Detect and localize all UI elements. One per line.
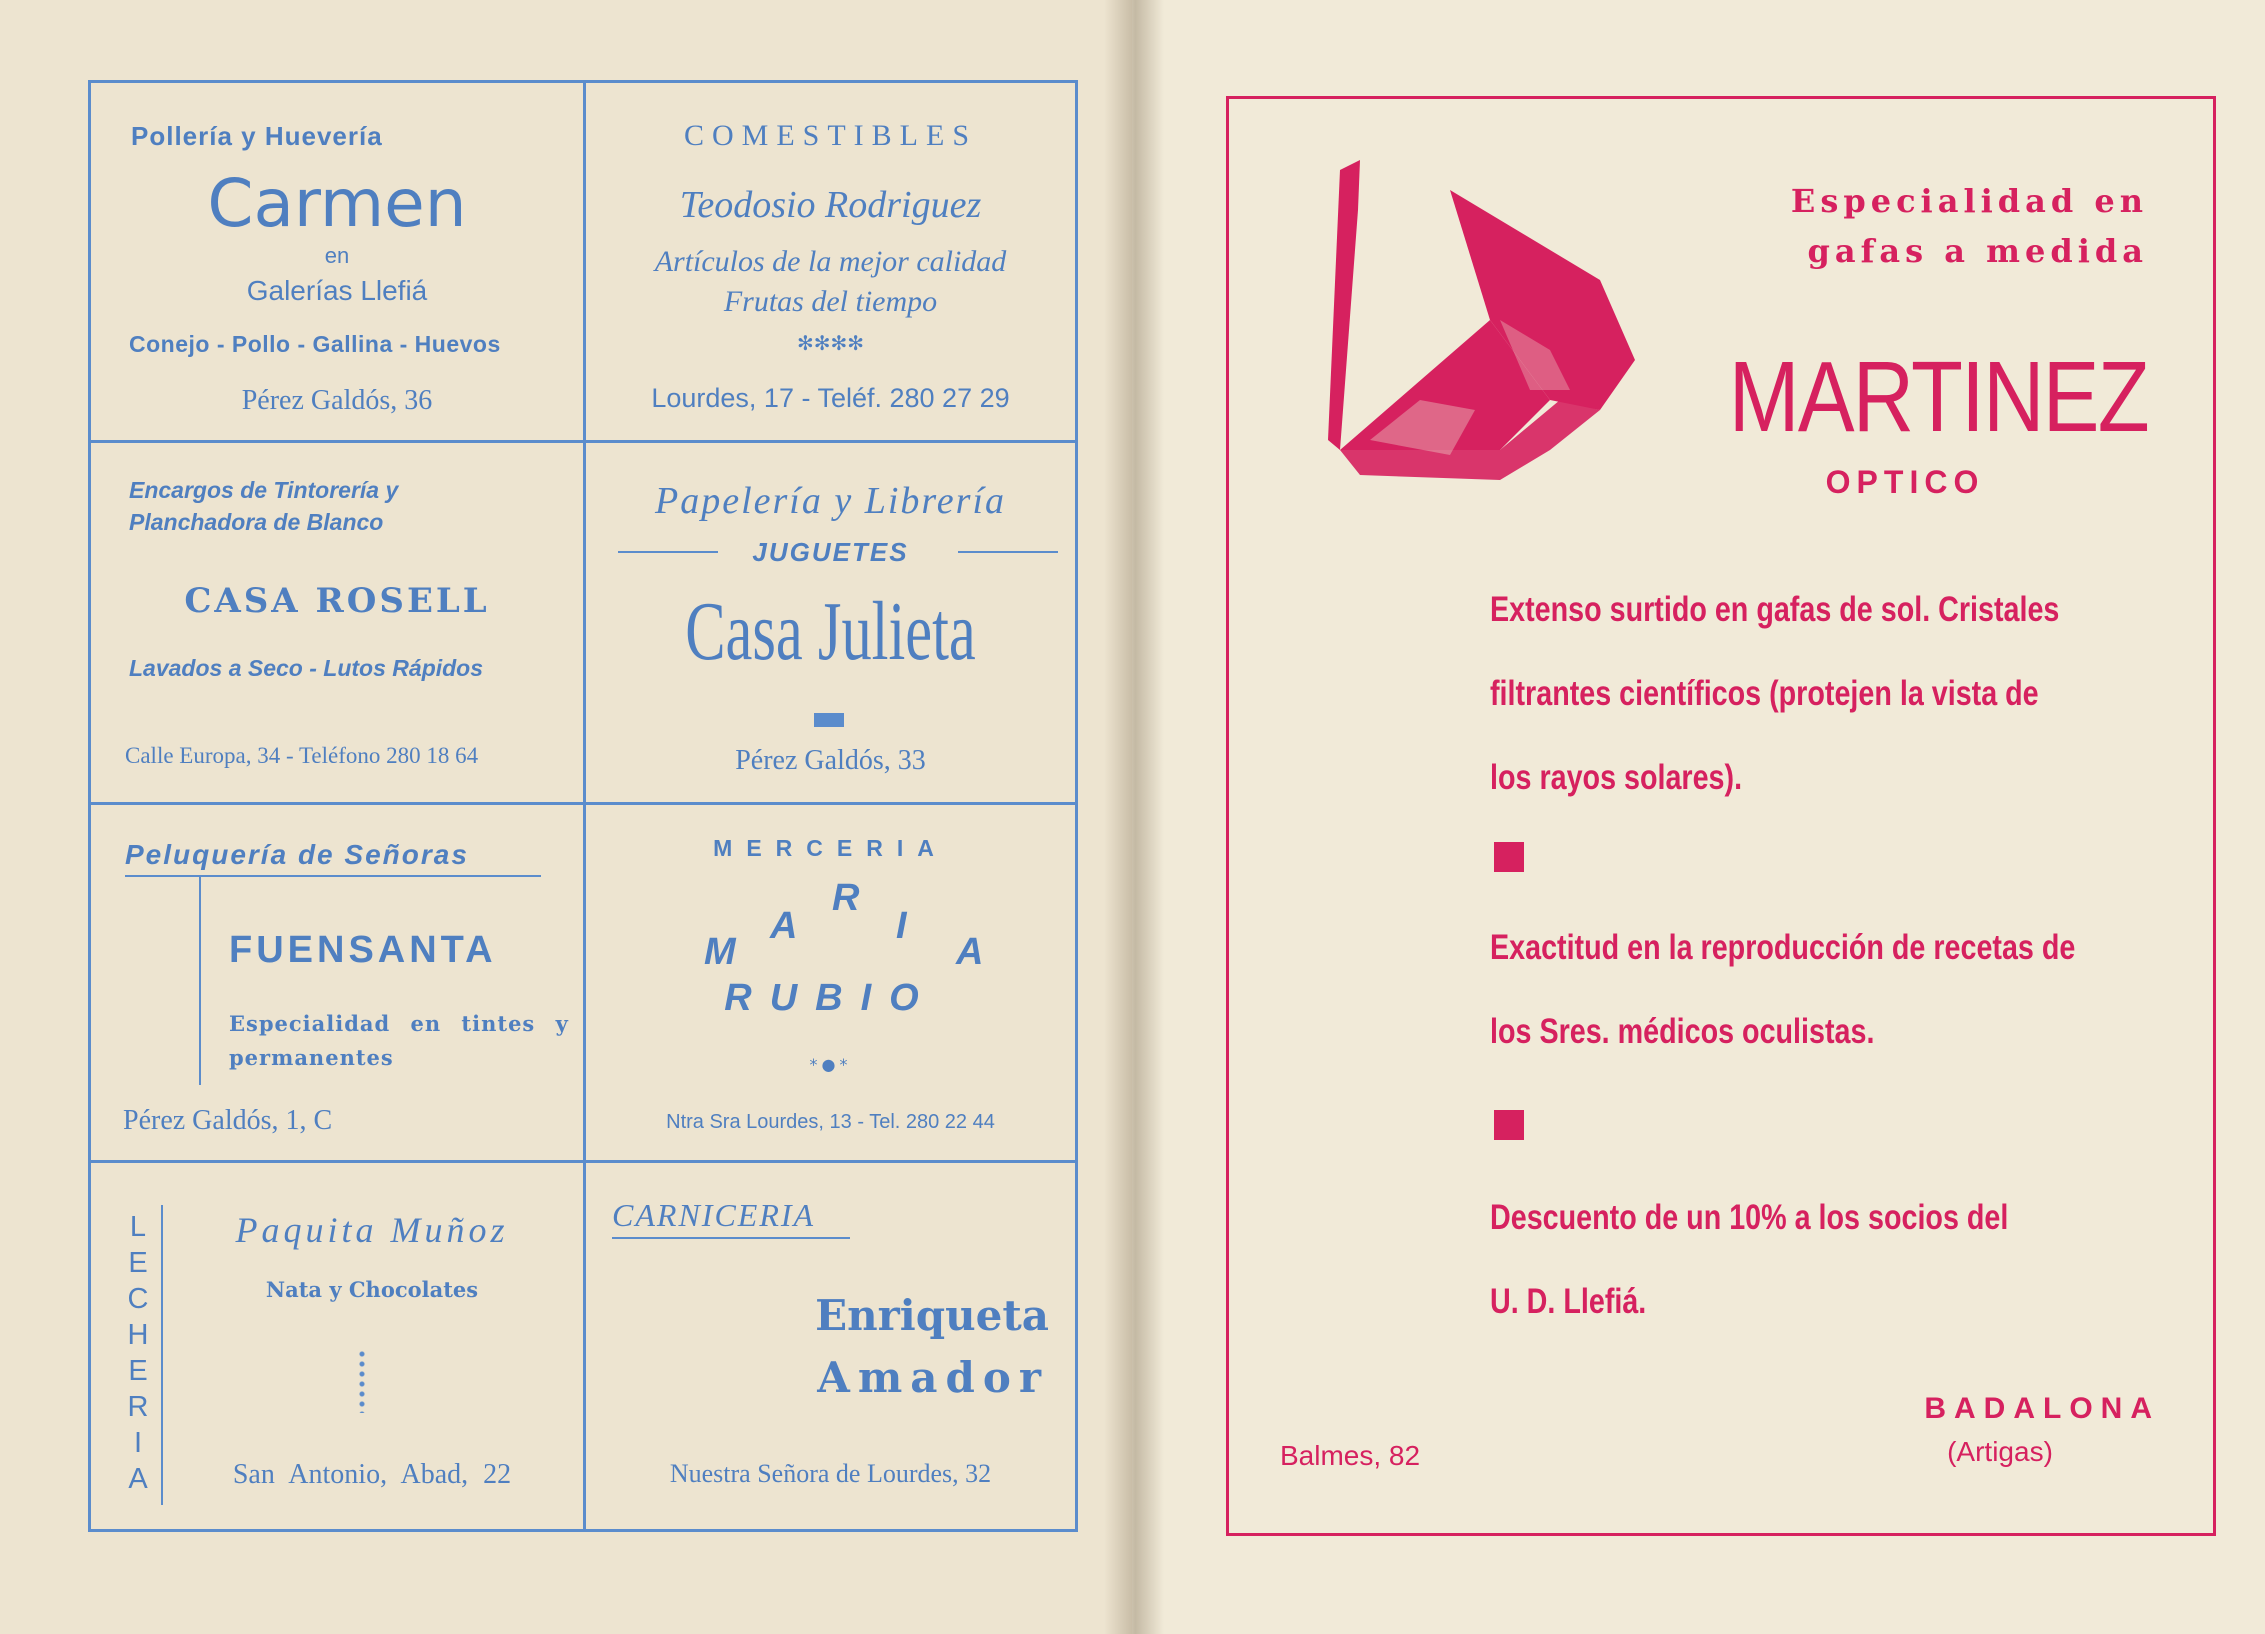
lecheria-letter: R <box>127 1391 149 1423</box>
julieta-address: Pérez Galdós, 33 <box>735 745 926 776</box>
carmen-address: Pérez Galdós, 36 <box>241 385 433 416</box>
lecheria-line1: Nata y Chocolates <box>265 1277 479 1302</box>
ad-comestibles <box>586 83 1075 440</box>
lecheria-letter: I <box>133 1427 143 1459</box>
merceria-title: MERCERIA <box>713 835 948 861</box>
para2-line: Exactitud en la reproducción de recetas de <box>1490 928 2076 967</box>
rosell-line1: Encargos de Tintorería y <box>129 477 399 503</box>
comestibles-owner: Teodosio Rodriguez <box>679 184 982 226</box>
fuensanta-name: FUENSANTA <box>229 929 497 971</box>
optico-city: BADALONA <box>1924 1392 2160 1425</box>
carmen-name: Carmen <box>207 165 467 242</box>
optico-role: OPTICO <box>1825 464 1985 500</box>
merceria-letter-r: R <box>832 877 860 919</box>
merceria-letter-m: M <box>704 931 736 973</box>
ad-lecheria <box>91 1163 583 1529</box>
carmen-products: Conejo - Pollo - Gallina - Huevos <box>129 331 501 357</box>
merceria-letter-a2: A <box>956 931 984 973</box>
merceria-letter-a1: A <box>770 905 798 947</box>
fuensanta-line2: permanentes <box>229 1045 394 1070</box>
para2-line: los Sres. médicos oculistas. <box>1490 1012 1875 1051</box>
comestibles-stars: ✻✻✻✻ <box>796 331 865 355</box>
rosell-line2: Planchadora de Blanco <box>129 509 384 535</box>
sunglasses-icon <box>1300 150 1650 480</box>
rosell-services: Lavados a Seco - Lutos Rápidos <box>129 655 484 681</box>
para3-line: Descuento de un 10% a los socios del <box>1490 1198 2009 1237</box>
fuensanta-sidebar-rule <box>199 877 201 1085</box>
lecheria-letter: E <box>128 1355 148 1387</box>
merceria-surname: RUBIO <box>724 977 937 1019</box>
lecheria-vertical-word <box>123 1209 153 1497</box>
carniceria-title: CARNICERIA <box>612 1197 816 1233</box>
carniceria-name1: Enriqueta <box>815 1291 1049 1340</box>
fuensanta-line1: Especialidad en tintes y <box>229 1011 569 1036</box>
ad-fuensanta <box>91 805 583 1160</box>
fuensanta-title: Peluquería de Señoras <box>125 839 469 870</box>
julieta-rule-right <box>958 551 1058 553</box>
carmen-place: Galerías Llefiá <box>246 275 428 306</box>
comestibles-address: Lourdes, 17 - Teléf. 280 27 29 <box>651 383 1010 413</box>
ad-merceria <box>586 805 1075 1160</box>
julieta-ornament-icon <box>814 713 844 727</box>
optico-address: Balmes, 82 <box>1280 1440 1421 1471</box>
comestibles-title: COMESTIBLES <box>683 119 978 152</box>
carniceria-underline <box>612 1237 850 1239</box>
lecheria-letter: E <box>128 1247 148 1279</box>
optico-paragraph-3 <box>1490 1176 2048 1344</box>
lecheria-name: Paquita Muñoz <box>235 1210 509 1250</box>
merceria-address: Ntra Sra Lourdes, 13 - Tel. 280 22 44 <box>666 1111 995 1133</box>
comestibles-line1: Artículos de la mejor calidad <box>654 245 1007 278</box>
book-gutter <box>1104 0 1164 1634</box>
carmen-category: Pollería y Huevería <box>131 121 383 151</box>
optico-paragraph-1 <box>1490 568 2060 820</box>
carniceria-address: Nuestra Señora de Lourdes, 32 <box>669 1459 992 1488</box>
para1-line: filtrantes científicos (protejen la vista de <box>1490 674 2039 713</box>
carmen-en: en <box>324 243 350 268</box>
para1-line: los rayos solares). <box>1490 758 1743 797</box>
lecheria-letter: H <box>127 1319 149 1351</box>
lecheria-letter: L <box>129 1211 147 1243</box>
optico-district: (Artigas) <box>1947 1436 2053 1467</box>
optico-special-line1: Especialidad en <box>1790 182 2148 220</box>
comestibles-line2: Frutas del tiempo <box>723 285 938 318</box>
lecheria-ornament-icon <box>358 1349 366 1413</box>
rosell-address: Calle Europa, 34 - Teléfono 280 18 64 <box>125 743 479 768</box>
ad-carniceria <box>586 1163 1075 1529</box>
optico-special-line2: gafas a medida <box>1807 232 2148 270</box>
para1-line: Extenso surtido en gafas de sol. Cristales <box>1490 590 2060 629</box>
optico-paragraph-2 <box>1490 906 2076 1074</box>
para3-line: U. D. Llefiá. <box>1490 1282 1647 1321</box>
bullet-square-icon <box>1494 1110 1524 1140</box>
julieta-line2: JUGUETES <box>752 537 909 567</box>
lecheria-letter: C <box>127 1283 149 1315</box>
fuensanta-address: Pérez Galdós, 1, C <box>123 1105 333 1136</box>
ad-casa-rosell <box>91 443 583 802</box>
ad-casa-julieta <box>586 443 1075 802</box>
carniceria-name2: Amador <box>817 1353 1049 1402</box>
ad-carmen <box>91 83 583 440</box>
optico-name: MARTINEZ <box>1728 341 2148 453</box>
lecheria-letter: A <box>128 1463 148 1495</box>
rosell-name: CASA ROSELL <box>184 581 490 621</box>
julieta-name: Casa Julieta <box>685 585 976 678</box>
julieta-line1: Papelería y Librería <box>655 480 1006 522</box>
merceria-stars: *●* <box>809 1055 852 1074</box>
merceria-letter-i: I <box>896 905 907 947</box>
fuensanta-underline <box>125 875 541 877</box>
lecheria-address: San Antonio, Abad, 22 <box>232 1459 512 1490</box>
bullet-square-icon <box>1494 842 1524 872</box>
